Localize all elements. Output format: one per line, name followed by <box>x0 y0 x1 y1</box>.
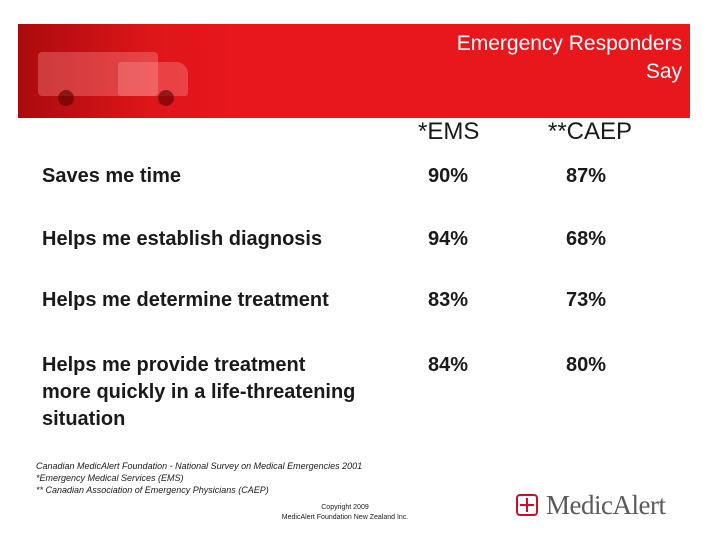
cell-caep-diagnosis: 68% <box>566 228 607 250</box>
ambulance-wheel-shape <box>58 90 74 106</box>
copyright-notice <box>260 503 430 523</box>
footnote-source: Canadian MedicAlert Foundation - National Survey on Medical Emergencies 2001 <box>36 461 363 471</box>
row-label-line: more quickly in a life-threatening <box>42 381 356 403</box>
copyright-line-1: Copyright 2009 <box>321 504 369 511</box>
row-label-determine-treatment: Helps me determine treatment <box>42 289 329 311</box>
column-header-caep: **CAEP <box>548 118 633 145</box>
copyright-line-2: MedicAlert Foundation New Zealand Inc. <box>281 514 409 521</box>
cell-ems-diagnosis: 94% <box>428 228 469 250</box>
cell-caep-saves-time: 87% <box>566 165 607 187</box>
title-banner <box>18 24 690 118</box>
footnotes <box>36 460 362 496</box>
slide-title <box>457 30 682 86</box>
cell-ems-provide-treatment: 84% <box>428 354 469 376</box>
ambulance-photo <box>18 24 238 118</box>
footnote-ems: *Emergency Medical Services (EMS) <box>36 473 184 483</box>
ambulance-wheel-shape <box>158 90 174 106</box>
row-label-diagnosis: Helps me establish diagnosis <box>42 228 323 250</box>
row-label-line: situation <box>42 408 126 430</box>
footnote-caep: ** Canadian Association of Emergency Physicians (CAEP) <box>36 485 269 495</box>
slide-title-line-1: Emergency Responders <box>456 32 682 55</box>
slide-title-line-2: Say <box>645 60 682 83</box>
row-label-saves-time: Saves me time <box>42 165 181 187</box>
column-header-ems: *EMS <box>418 118 480 145</box>
row-label-provide-treatment <box>42 352 355 433</box>
cell-ems-determine-treatment: 83% <box>428 289 469 311</box>
ambulance-cab-shape <box>118 62 188 96</box>
cell-ems-saves-time: 90% <box>428 165 469 187</box>
medical-cross-icon <box>516 494 538 516</box>
cell-caep-determine-treatment: 73% <box>566 289 607 311</box>
logo-text: MedicAlert <box>546 490 666 520</box>
row-label-line: Helps me provide treatment <box>42 354 306 376</box>
medicalert-logo <box>516 490 696 520</box>
cell-caep-provide-treatment: 80% <box>566 354 607 376</box>
